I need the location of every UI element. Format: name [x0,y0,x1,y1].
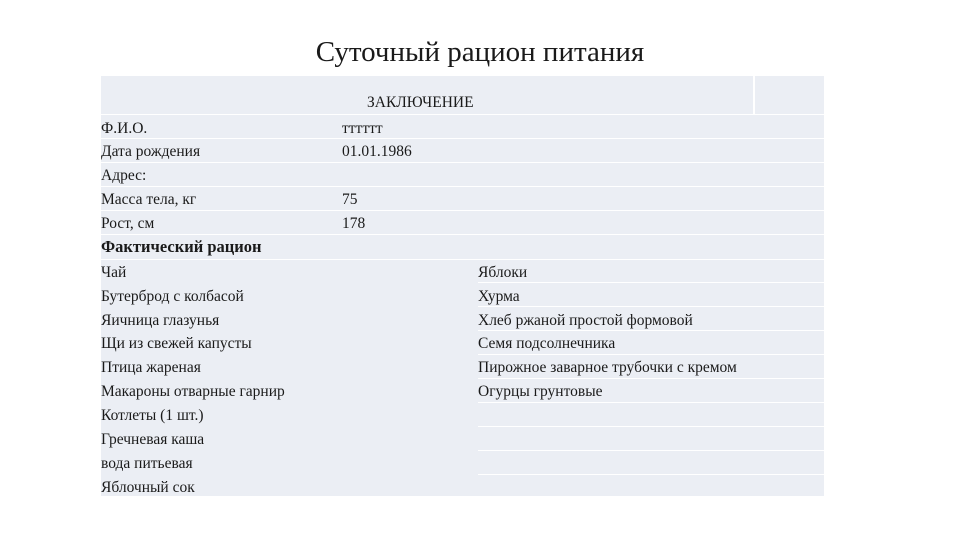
food-right-item: Огурцы грунтовые [478,383,603,400]
food-left-item: Чай [101,264,127,281]
diet-table [101,76,824,496]
info-value-height: 178 [342,215,366,232]
food-left-item: Яичница глазунья [101,312,220,329]
food-left-item: Гречневая каша [101,431,205,448]
food-left-item: Бутерброд с колбасой [101,288,244,305]
info-value-name: тттттт [342,120,383,137]
food-right-item: Семя подсолнечника [478,335,616,352]
info-label-weight: Масса тела, кг [101,191,197,208]
section-title: Фактический рацион [101,237,262,256]
info-label-address: Адрес: [101,167,147,184]
info-label-name: Ф.И.О. [101,120,148,137]
info-value-birthdate: 01.01.1986 [342,143,412,160]
info-label-height: Рост, см [101,215,155,232]
food-right-item: Хлеб ржаной простой формовой [478,312,693,329]
info-value-weight: 75 [342,191,358,208]
food-right-item: Хурма [478,288,520,305]
food-right-item: Пирожное заварное трубочки с кремом [478,359,737,376]
food-left-item: Макароны отварные гарнир [101,383,285,400]
conclusion-header: ЗАКЛЮЧЕНИЕ [367,94,474,111]
food-left-item: вода питьевая [101,455,193,472]
info-label-birthdate: Дата рождения [101,143,201,160]
food-left-item: Щи из свежей капусты [101,335,252,352]
page-title: Суточный рацион питания [315,36,645,68]
food-left-item: Птица жареная [101,359,201,376]
food-left-item: Котлеты (1 шт.) [101,407,204,424]
food-left-item: Яблочный сок [101,479,195,496]
food-right-item: Яблоки [478,264,528,281]
